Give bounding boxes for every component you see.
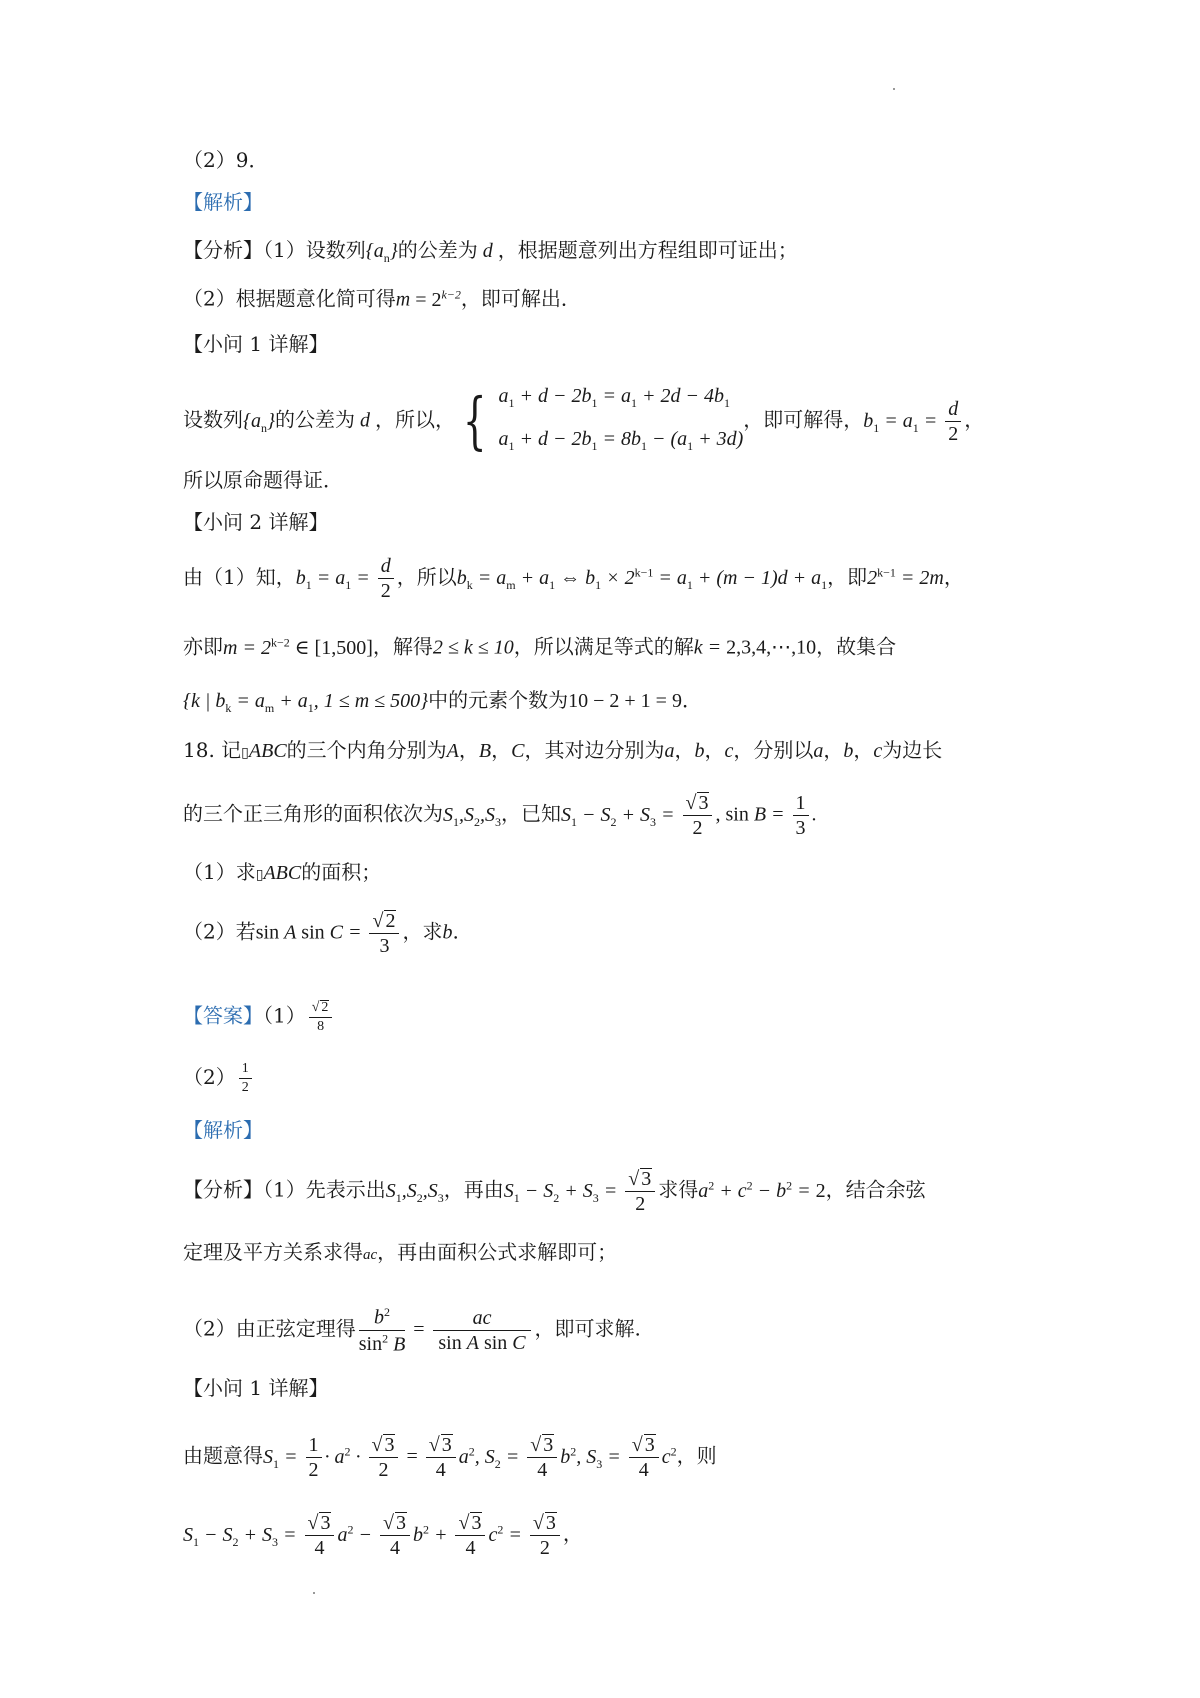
q1-system-line	[183, 378, 984, 464]
math-seg: =	[401, 1445, 423, 1468]
math-seg: =	[408, 1318, 430, 1341]
text-seg: （2）若	[183, 919, 256, 944]
math-seg: $b_k = a_m + a_1$ ⇔ $b_1 \times 2^{k-1} = a_1 + (m - 1)d + a_1$	[456, 565, 828, 592]
frac-1-2: $\frac{1}{2}$	[306, 1435, 322, 1480]
text-seg: 中的元素个数为	[428, 688, 569, 712]
text-seg: ，即可解得，	[743, 407, 864, 432]
text-seg: 所以原命题得证．	[183, 468, 343, 492]
problem-18-q2: （2）若sin A sin C = $\frac{√ 2}{3}$ ，求b.	[183, 910, 459, 957]
math-seg: c	[873, 740, 883, 762]
math-seg: $b_1 = a_1$ =	[295, 567, 375, 592]
frac-sqrt3-4: $\frac{√ 3}{4}$	[629, 1434, 659, 1480]
math-seg: $S_1 - S_2 + S_3$ =	[503, 1179, 623, 1205]
math-seg: b	[694, 740, 705, 762]
math-seg: $S_1,S_2,S_3$	[385, 1179, 444, 1205]
q1-conclusion	[183, 470, 343, 490]
math-seg: ABC	[263, 862, 302, 884]
math-seg: $2^{k-1} = 2m$	[867, 565, 944, 589]
frac-sqrt3-4: $\frac{√ 3}{4}$	[305, 1512, 335, 1558]
math-seg: ABC	[248, 740, 287, 762]
analysis-18-line-3	[183, 1306, 641, 1354]
math-seg: ，	[964, 409, 985, 432]
answer-18-line-1	[183, 1000, 335, 1034]
math-seg: , sin B =	[715, 803, 790, 826]
text-seg: ，解得	[372, 634, 433, 659]
math-seq-an: $\{a_n\}$	[243, 409, 275, 435]
text-seg: ，已知	[501, 801, 561, 826]
analysis-18-line-1	[183, 1168, 926, 1214]
frac-sqrt3-2: $\frac{√ 3}{2}$	[625, 1168, 655, 1214]
missing-glyph: ▯	[241, 746, 249, 761]
equation-system: $a_1 + d - 2b_1 = a_1 + 2d - 4b_1$ $a_1 + d - 2b_1 = 8b_1 - (a_1 + 3d)$	[498, 385, 744, 453]
math-seg: C	[511, 740, 525, 762]
text-seg: 亦即	[183, 634, 223, 659]
math-seg: k = 2,3,4,⋯,10	[693, 636, 817, 659]
frac-sqrt2-3: $\frac{√ 2}{3}$	[369, 910, 399, 956]
analysis-tag-line	[183, 192, 263, 212]
text-seg: ，求	[402, 919, 443, 944]
text-seg: ，结合余弦	[825, 1177, 926, 1202]
q1-18-line-1	[183, 1434, 717, 1480]
text-seg: 定理及平方关系求得	[183, 1240, 363, 1264]
frac-b2-sin2B: $\frac{b^2}{\sin^2 B}$	[358, 1305, 406, 1356]
math-seg: b	[843, 740, 854, 762]
math-seg: $c^2$	[661, 1443, 677, 1468]
math-seg: $a^2$ −	[337, 1521, 377, 1546]
analysis-tag: 【解析】	[183, 1118, 263, 1142]
text-seg: 的三个正三角形的面积依次为	[183, 801, 443, 826]
math-seg: $b_1 = a_1$ =	[863, 409, 943, 435]
text-seg: （1）求	[183, 860, 256, 884]
math-seg: $S_1$ =	[263, 1445, 303, 1471]
frac-sqrt3-2: $\frac{√ 3}{2}$	[683, 792, 713, 838]
math-set: {k | $b_k = a_m + a_1$, 1 ≤ m ≤ 500}	[183, 690, 429, 715]
frac-sqrt3-4: $\frac{√ 3}{4}$	[455, 1512, 485, 1558]
analysis-line-1	[183, 240, 798, 264]
frac-sqrt3-2: $\frac{√ 3}{2}$	[530, 1512, 560, 1558]
text-seg: ，即	[827, 565, 868, 589]
text-seg: （2）根据题意化简可得	[183, 286, 396, 311]
answer-part-2-line	[183, 150, 268, 170]
math-seg: $b^2$ +	[412, 1521, 453, 1546]
math-seg: sin A sin C =	[255, 921, 367, 944]
math-d: d	[355, 409, 375, 432]
math-seg: $S_1,S_2,S_3$	[443, 803, 501, 829]
text-seg: ，所以满足等式的解	[513, 634, 694, 659]
frac-sqrt3-4: $\frac{√ 3}{4}$	[380, 1512, 410, 1558]
analysis-18-tag-line	[183, 1120, 263, 1140]
math-seg: a	[813, 740, 824, 762]
math-d: d	[477, 240, 498, 262]
q1-tag: 【小问 1 详解】	[183, 1376, 329, 1400]
q2-line-2	[183, 636, 896, 658]
analysis-18-line-2	[183, 1242, 617, 1263]
text-seg: 的面积；	[301, 860, 382, 884]
text-seg: 的公差为	[397, 238, 478, 262]
text-seg: ，分别以	[733, 738, 814, 762]
text-seg: ，根据题意列出方程组即可证出；	[497, 238, 798, 262]
text-seg: ，所以	[396, 565, 457, 589]
problem-18-line-1: 18. 记▯ABC的三个内角分别为A，B，C，其对边分别为a，b，c，分别以a，b，c为边长	[183, 738, 943, 762]
text-seg: 的公差为	[275, 407, 355, 432]
frac-sqrt3-2: $\frac{√ 3}{2}$	[369, 1434, 399, 1480]
text-seg: （2）由正弦定理得	[183, 1316, 356, 1341]
answer-tag: 【答案】	[183, 1003, 263, 1028]
math-seg: $a^2$, $S_2$ =	[458, 1443, 525, 1471]
math-seg: $S_1 - S_2 + S_3$ =	[561, 803, 680, 829]
frac-sqrt2-8: $\frac{√ 2}{8}$	[309, 1000, 333, 1034]
answer-part-2: （2）9．	[183, 148, 269, 172]
text-seg: ，则	[676, 1443, 717, 1468]
math-seg: $c^2$ =	[488, 1521, 527, 1546]
frac-sqrt3-4: $\frac{√ 3}{4}$	[527, 1434, 557, 1480]
speck-bottom	[313, 1592, 315, 1594]
text-seg: （1）先表示出	[263, 1177, 386, 1202]
math-seg: = $2^{k-2}$	[410, 287, 461, 311]
answer-18-line-2	[183, 1062, 255, 1095]
math-seg: $m = 2^{k-2}$ ∈ [1,500]	[223, 635, 373, 659]
q2-line-1	[183, 556, 964, 601]
text-seg: ，故集合	[816, 634, 897, 659]
text-seg: 为边长	[882, 738, 943, 762]
analysis-sub-tag: 【分析】	[183, 238, 263, 262]
text-seg: ，其对边分别为	[524, 738, 665, 762]
problem-18-q1	[183, 862, 381, 883]
math-seg: a	[664, 740, 675, 762]
text-seg: ，所以，	[375, 407, 455, 432]
q1-18-line-2	[183, 1512, 583, 1558]
text-seg: 的三个内角分别为	[286, 738, 447, 762]
math-seg: .	[811, 803, 817, 826]
frac-ac-sinAsinC: $\frac{ac}{\text{sin A sin C}}$	[433, 1308, 532, 1353]
text-seg: ，再由	[443, 1177, 504, 1202]
text-seg: ，即可解出．	[460, 286, 581, 311]
math-seq-an: $\{a_n\}$	[365, 240, 398, 265]
math-seg: $S_1 - S_2 + S_3$ =	[183, 1523, 302, 1549]
text-seg: （1）设数列	[263, 238, 366, 262]
missing-glyph: ▯	[255, 868, 264, 883]
frac-1-3: $\frac{1}{3}$	[793, 793, 809, 838]
math-seg: ，	[562, 1523, 583, 1546]
q2-tag-line	[183, 512, 328, 532]
text-seg: 由题意得	[183, 1443, 263, 1468]
text-seg: 求得	[658, 1177, 699, 1202]
text-seg: 18. 记	[183, 738, 242, 762]
analysis-sub-tag: 【分析】	[183, 1177, 263, 1202]
math-m-eq: m	[395, 288, 411, 311]
text-seg: 设数列	[183, 407, 243, 432]
frac-d-2: $\frac{d}{2}$	[945, 399, 961, 444]
frac-1-2: $\frac{1}{2}$	[239, 1062, 252, 1095]
problem-18-line-2	[183, 792, 817, 838]
text-seg: （2）	[183, 1065, 236, 1089]
q1-tag-line	[183, 334, 328, 354]
text-seg: 由（1）知，	[183, 565, 296, 589]
math-seg: 2 ≤ k ≤ 10	[432, 636, 514, 659]
frac-d-2: $\frac{d}{2}$	[378, 556, 394, 601]
q2-line-3	[183, 690, 702, 714]
math-seg: $a^2 + c^2 - b^2 = 2$	[698, 1177, 826, 1202]
math-seg: $b^2$, $S_3$ =	[560, 1443, 626, 1471]
analysis-line-2	[183, 288, 581, 310]
math-seg: · $a^2$ ·	[324, 1443, 366, 1468]
q1-tag: 【小问 1 详解】	[183, 332, 329, 356]
math-seg: ac	[363, 1247, 378, 1263]
text-seg: ，再由面积公式求解即可；	[377, 1240, 618, 1264]
math-seg: 10 − 2 + 1 = 9．	[568, 690, 702, 712]
brace: {	[462, 384, 487, 457]
q1-18-tag-line	[183, 1378, 328, 1398]
q2-tag: 【小问 2 详解】	[183, 510, 329, 534]
analysis-tag: 【解析】	[183, 190, 263, 214]
text-seg: （1）	[263, 1003, 306, 1028]
speck-top	[893, 88, 895, 90]
math-seg: B	[478, 740, 492, 762]
math-seg: ，	[943, 567, 964, 589]
text-seg: ，即可求解.	[534, 1316, 641, 1341]
math-seg: A	[446, 740, 459, 762]
frac-sqrt3-4: $\frac{√ 3}{4}$	[426, 1434, 456, 1480]
math-seg: b	[442, 921, 453, 944]
math-seg: c	[724, 740, 734, 762]
